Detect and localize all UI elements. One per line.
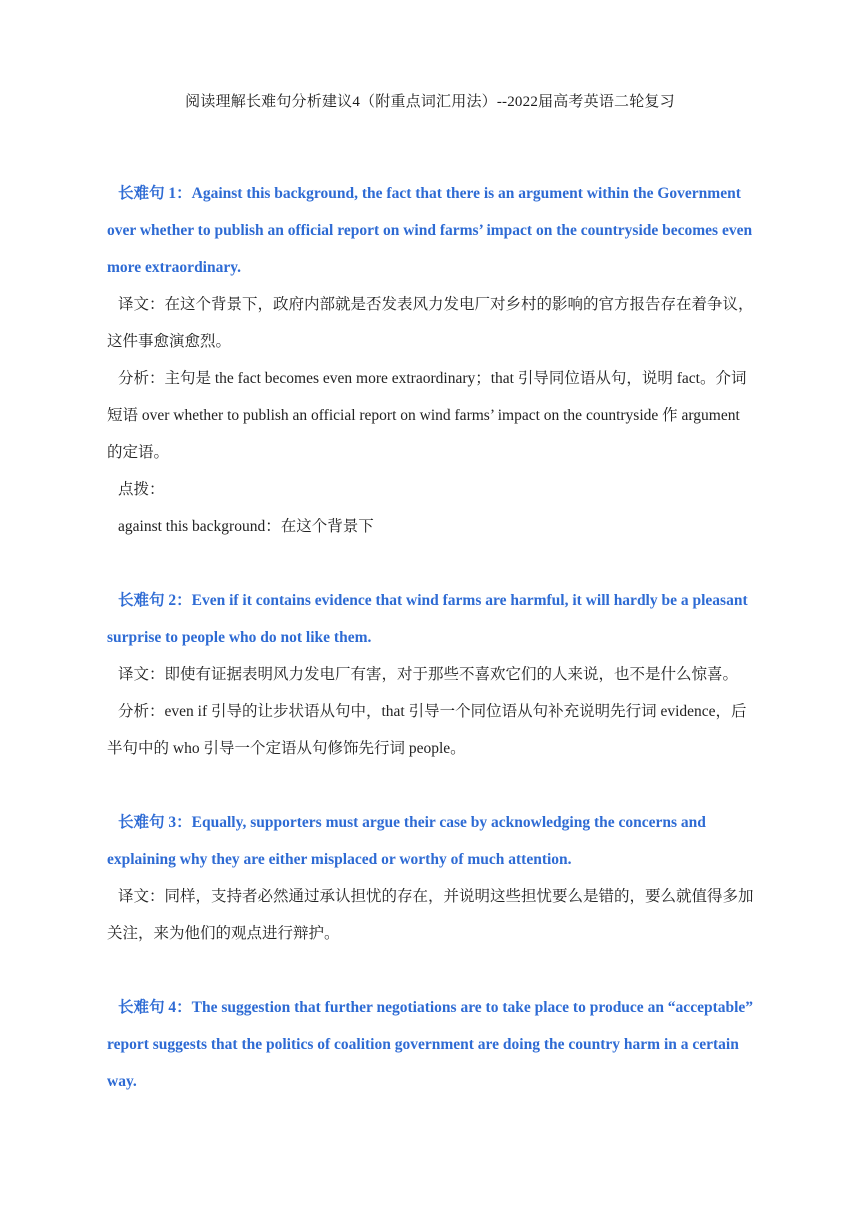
long-sentence-4: 长难句 4：The suggestion that further negotiations are to take place to produce an “acceptable” report suggests that the politics of coalition government are doing the country harm in a certain way.	[107, 999, 754, 1090]
document-body	[107, 175, 757, 1100]
analysis-2: 分析：even if 引导的让步状语从句中，that 引导一个同位语从句补充说明先行词 evidence，后半句中的 who 引导一个定语从句修饰先行词 people。	[107, 703, 747, 757]
translation-2: 译文：即使有证据表明风力发电厂有害，对于那些不喜欢它们的人来说，也不是什么惊喜。	[118, 666, 739, 683]
section-gap	[107, 767, 757, 804]
document-title: 阅读理解长难句分析建议4（附重点词汇用法）--2022届高考英语二轮复习	[185, 94, 675, 110]
tip-label-1: 点拨：	[118, 481, 165, 498]
analysis-1: 分析：主句是 the fact becomes even more extraordinary；that 引导同位语从句，说明 fact。介词短语 over whether to publish an official report on wind farms’ impact on the countryside 作 argument 的定语。	[107, 370, 747, 461]
tip-text-1: against this background：在这个背景下	[118, 518, 374, 535]
long-sentence-1: 长难句 1：Against this background, the fact that there is an argument within the Government over whether to publish an official report on wind farms’ impact on the countryside becomes even more extraordinary.	[107, 185, 753, 276]
section-gap	[107, 545, 757, 582]
translation-1: 译文：在这个背景下，政府内部就是否发表风力发电厂对乡村的影响的官方报告存在着争议，这件事愈演愈烈。	[107, 296, 754, 350]
long-sentence-2: 长难句 2：Even if it contains evidence that wind farms are harmful, it will hardly be a pleasant surprise to people who do not like them.	[107, 592, 748, 646]
long-sentence-3: 长难句 3：Equally, supporters must argue their case by acknowledging the concerns and explaining why they are either misplaced or worthy of much attention.	[107, 814, 706, 868]
translation-3: 译文：同样，支持者必然通过承认担忧的存在，并说明这些担忧要么是错的，要么就值得多加关注，来为他们的观点进行辩护。	[107, 888, 754, 942]
section-gap	[107, 952, 757, 989]
